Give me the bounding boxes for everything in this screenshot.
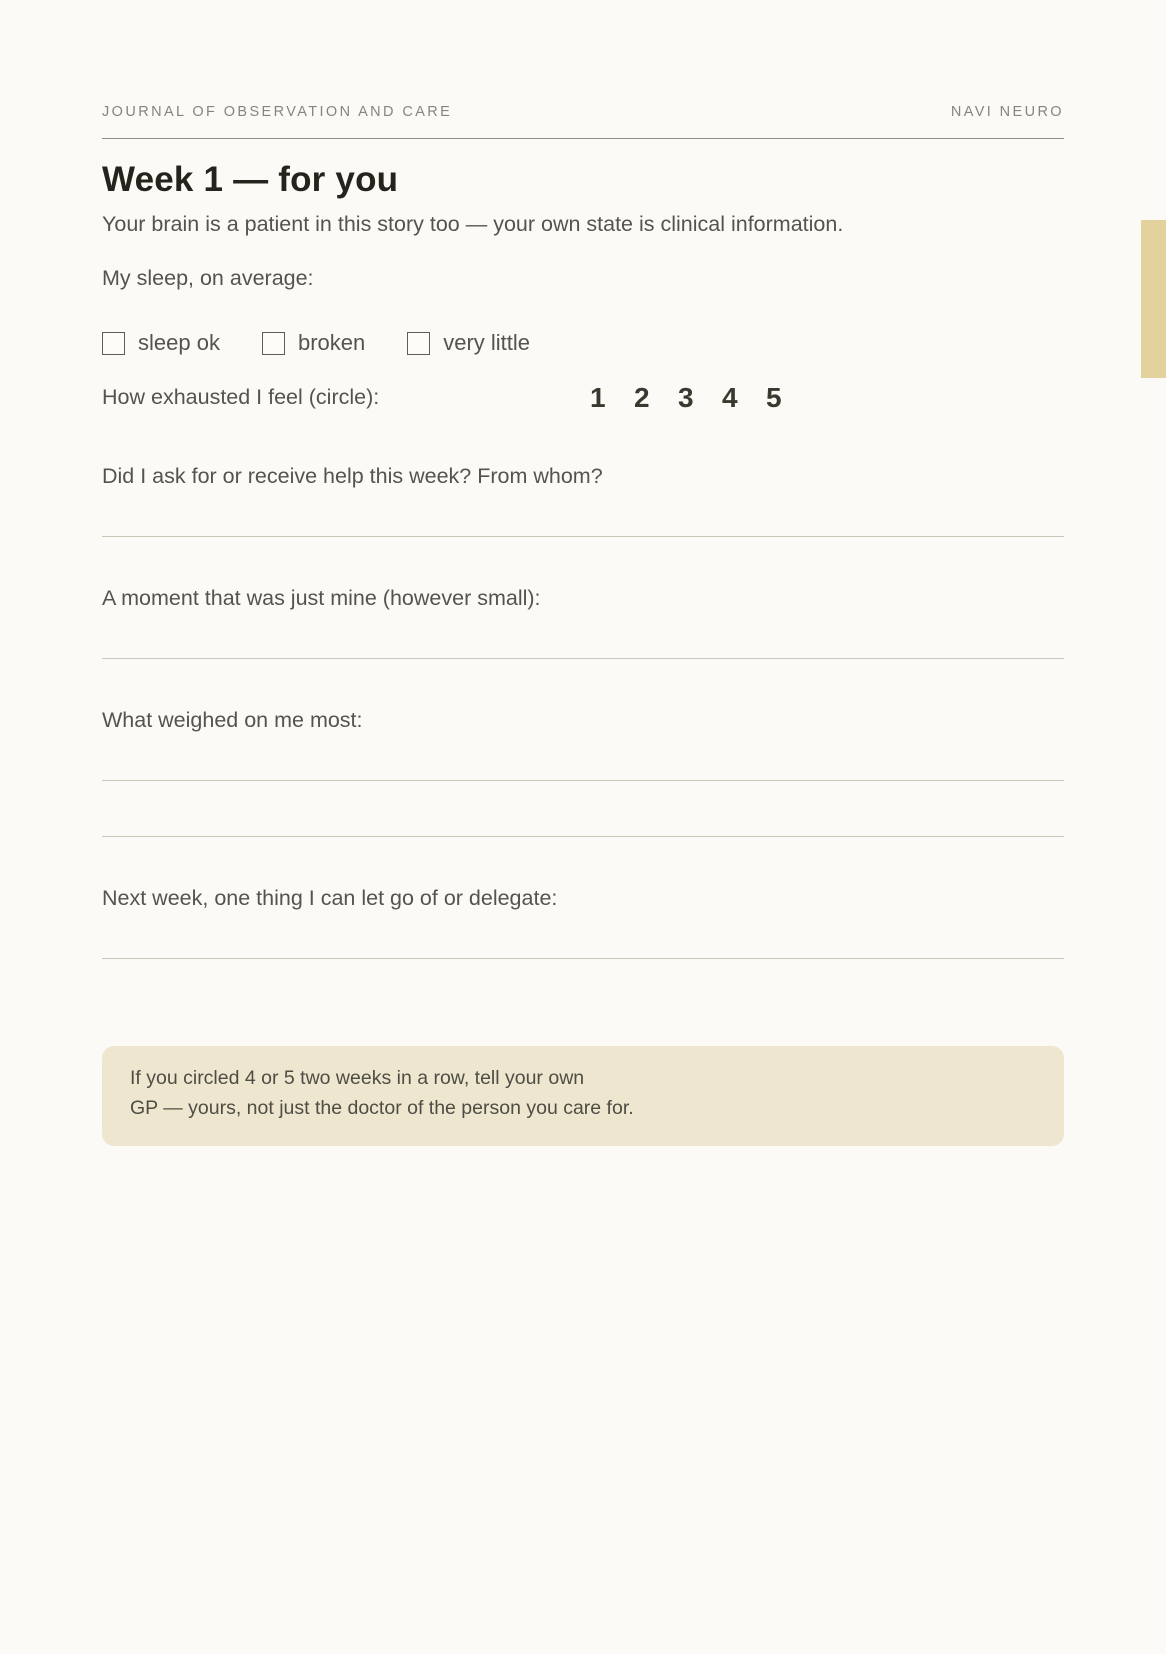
gp-advice-note bbox=[102, 1046, 1064, 1146]
exhaustion-question-label: How exhausted I feel (circle): bbox=[102, 385, 380, 409]
note-line-2: GP — yours, not just the doctor of the person you care for. bbox=[130, 1097, 634, 1119]
scale-option-5[interactable]: 5 bbox=[766, 382, 782, 413]
moment-question-label: A moment that was just mine (however small): bbox=[102, 586, 541, 610]
sleep-option-broken[interactable] bbox=[262, 330, 365, 356]
brand-name: NAVI NEURO bbox=[950, 104, 1064, 120]
note-line-1: If you circled 4 or 5 two weeks in a row, tell your own bbox=[130, 1067, 585, 1089]
sleep-question-label: My sleep, on average: bbox=[102, 266, 314, 290]
page-title: Week 1 — for you bbox=[102, 160, 399, 199]
running-header bbox=[102, 104, 1064, 139]
sleep-option-label: very little bbox=[443, 330, 531, 355]
scale-option-3[interactable]: 3 bbox=[678, 382, 694, 413]
checkbox-icon[interactable] bbox=[407, 332, 430, 355]
section-tab-marker bbox=[1141, 220, 1166, 378]
scale-option-1[interactable]: 1 bbox=[590, 382, 606, 413]
page-subtitle: Your brain is a patient in this story too — your own state is clinical information. bbox=[102, 212, 844, 236]
sleep-option-label: broken bbox=[297, 330, 366, 355]
next-week-answer-line[interactable] bbox=[102, 958, 1064, 959]
scale-option-4[interactable]: 4 bbox=[722, 382, 738, 413]
next-week-question-label: Next week, one thing I can let go of or delegate: bbox=[102, 886, 558, 910]
weighed-answer-line-1[interactable] bbox=[102, 780, 1064, 781]
exhaustion-scale bbox=[590, 380, 810, 416]
weighed-answer-line-2[interactable] bbox=[102, 836, 1064, 837]
sleep-options bbox=[102, 328, 572, 358]
checkbox-icon[interactable] bbox=[102, 332, 125, 355]
sleep-option-very-little[interactable] bbox=[407, 330, 530, 356]
weighed-question-label: What weighed on me most: bbox=[102, 708, 363, 732]
moment-answer-line[interactable] bbox=[102, 658, 1064, 659]
help-question-label: Did I ask for or receive help this week? From whom? bbox=[102, 464, 603, 488]
journal-name: JOURNAL OF OBSERVATION AND CARE bbox=[102, 104, 453, 120]
checkbox-icon[interactable] bbox=[262, 332, 285, 355]
help-answer-line[interactable] bbox=[102, 536, 1064, 537]
sleep-option-ok[interactable] bbox=[102, 330, 220, 356]
sleep-option-label: sleep ok bbox=[138, 330, 220, 355]
scale-option-2[interactable]: 2 bbox=[634, 382, 650, 413]
